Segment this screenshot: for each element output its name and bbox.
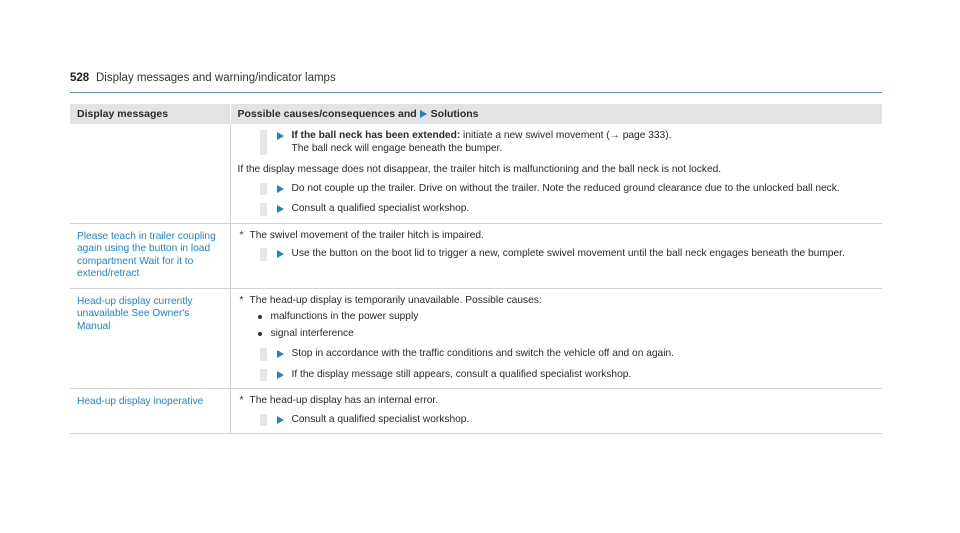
- list-item-text: signal interference: [270, 327, 354, 339]
- step-text: Do not couple up the trailer. Drive on without the trailer. Note the reduced ground clearance due to the unlocked ball neck.: [291, 182, 840, 194]
- column-header-solutions-text: Solutions: [430, 108, 479, 120]
- page-number: 528: [70, 72, 90, 84]
- list-item-text: malfunctions in the power supply: [270, 311, 419, 322]
- step-text: Use the button on the boot lid to trigger a new, complete swivel movement until the ball neck engages beneath the bumper.: [291, 248, 845, 259]
- message-cell: Please teach in trailer coupling again using the button in load compartment Wait for it to extend/retract: [70, 223, 230, 288]
- cause-line: [238, 395, 876, 408]
- step-bar: [260, 203, 267, 216]
- solution-step: [238, 369, 876, 382]
- step-text: Stop in accordance with the traffic conditions and switch the vehicle off and on again.: [291, 348, 674, 359]
- page-reference-link[interactable]: → page 333: [609, 130, 666, 141]
- cause-line: [238, 230, 876, 243]
- page-title: Display messages and warning/indicator lamps: [96, 72, 336, 84]
- star-marker: *: [239, 294, 244, 306]
- step-lead: If the ball neck has been extended:: [291, 130, 461, 141]
- step-bar: [260, 183, 267, 196]
- list-item: [258, 311, 876, 324]
- cause-text: The head-up display is temporarily unavailable. Possible causes:: [249, 294, 542, 306]
- table-row: [70, 223, 882, 288]
- column-header-causes-text: Possible causes/consequences and: [237, 108, 417, 120]
- solution-arrow-icon: [277, 250, 284, 258]
- display-messages-table: [70, 104, 882, 434]
- column-header-messages: Display messages: [70, 104, 230, 124]
- list-item: [258, 328, 876, 341]
- step-bar: [260, 414, 267, 427]
- page-header: [70, 72, 882, 93]
- table-row: [70, 389, 882, 434]
- column-header-causes: [230, 104, 882, 124]
- step-text: Consult a qualified specialist workshop.: [291, 413, 470, 425]
- solution-cell: [230, 124, 882, 223]
- table-header-row: [70, 104, 882, 124]
- step-bar: [260, 369, 267, 382]
- star-marker: *: [239, 229, 244, 241]
- step-text: initiate a new swivel movement (: [460, 130, 610, 141]
- step-text: If the display message still appears, consult a qualified specialist workshop.: [291, 368, 632, 380]
- table-row: [70, 124, 882, 223]
- solution-arrow-icon: [277, 371, 284, 379]
- step-bar: [260, 248, 267, 261]
- bullet-icon: [258, 332, 262, 336]
- solution-step: [238, 203, 876, 216]
- explanation-paragraph: If the display message does not disappear, the trailer hitch is malfunctioning and the ball neck is not locked.: [237, 164, 722, 175]
- step-text-line2: The ball neck will engage beneath the bumper.: [291, 142, 503, 154]
- solution-step: [238, 414, 876, 427]
- star-marker: *: [239, 395, 244, 406]
- message-cell: [70, 124, 230, 223]
- solution-step: [238, 248, 876, 261]
- step-bar: [260, 130, 267, 155]
- step-text: Consult a qualified specialist workshop.: [291, 203, 470, 214]
- message-cell: Head-up display currently unavailable See Owner's Manual: [70, 288, 230, 389]
- step-close: ).: [665, 130, 672, 141]
- solution-arrow-icon: [420, 110, 427, 118]
- solution-step: [238, 348, 876, 361]
- solution-cell: [230, 389, 882, 434]
- cause-line: [238, 295, 876, 308]
- cause-text: The head-up display has an internal error.: [249, 395, 439, 406]
- solution-arrow-icon: [277, 350, 284, 358]
- step-bar: [260, 348, 267, 361]
- solution-step: [238, 130, 876, 155]
- solution-cell: [230, 288, 882, 389]
- cause-text: The swivel movement of the trailer hitch is impaired.: [249, 229, 484, 241]
- solution-arrow-icon: [277, 185, 284, 193]
- cause-list: [238, 311, 876, 340]
- solution-cell: [230, 223, 882, 288]
- table-row: [70, 288, 882, 389]
- message-cell: Head-up display inoperative: [70, 389, 230, 434]
- solution-arrow-icon: [277, 132, 284, 140]
- solution-arrow-icon: [277, 416, 284, 424]
- solution-step: [238, 183, 876, 196]
- bullet-icon: [258, 315, 262, 319]
- solution-arrow-icon: [277, 205, 284, 213]
